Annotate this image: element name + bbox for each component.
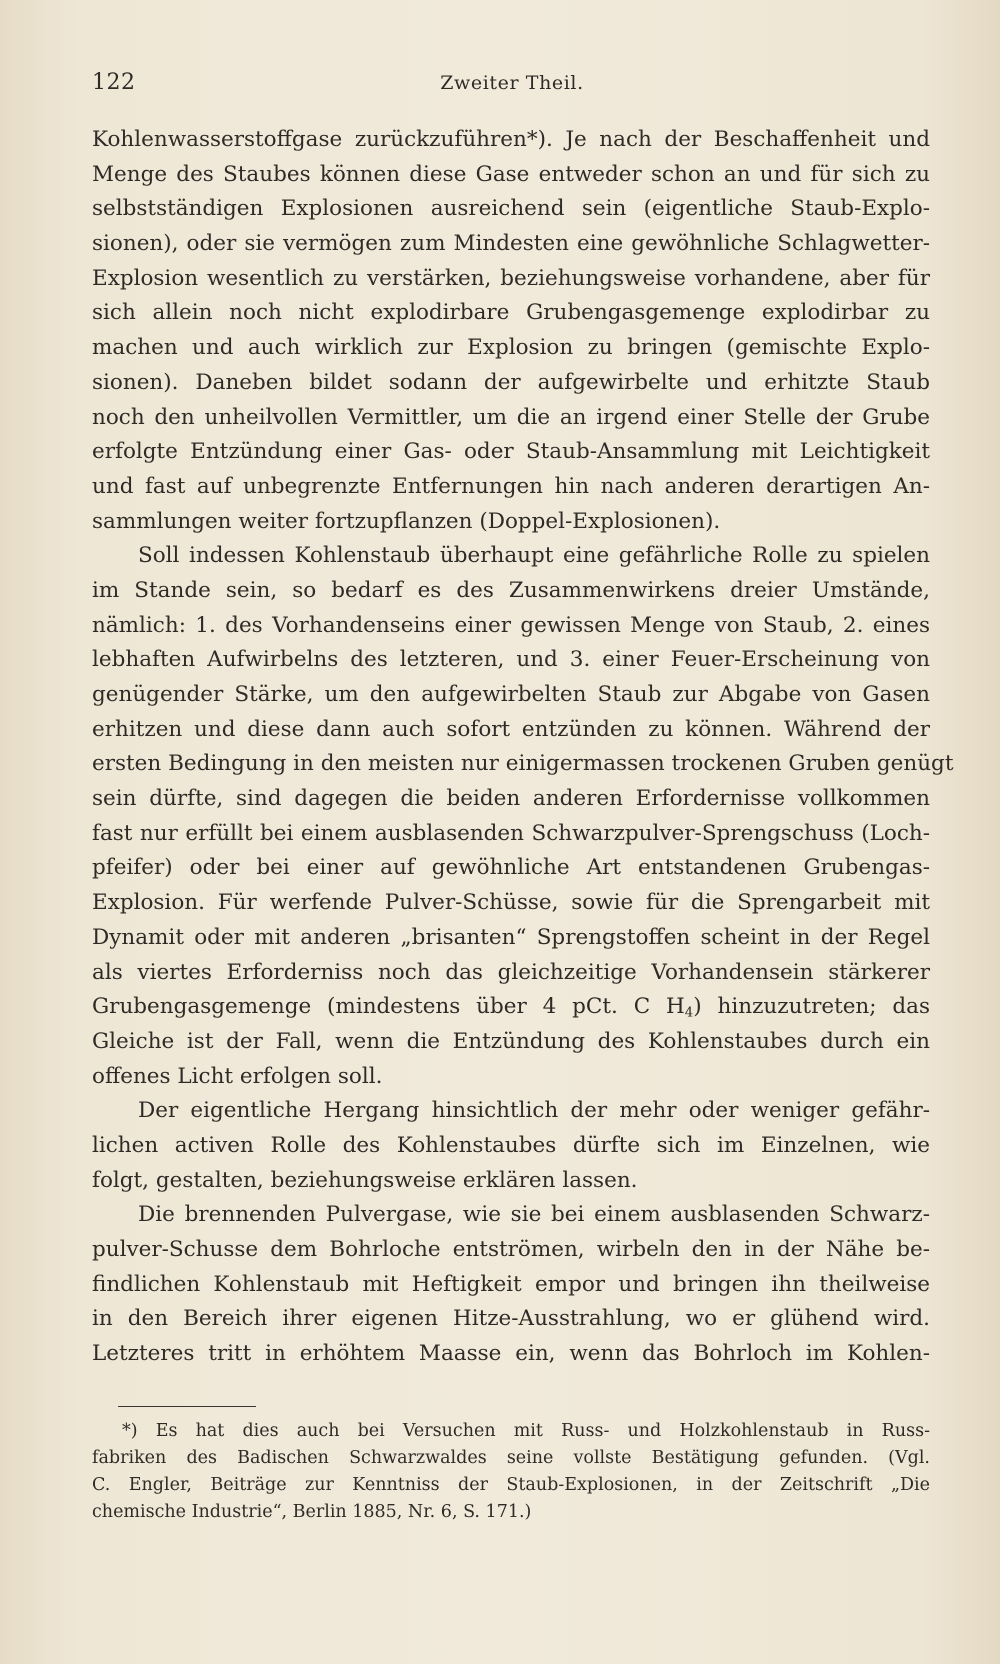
text-line: pulver-Schusse dem Bohrloche entströmen, wirbeln den in der Nähe be-: [92, 1237, 930, 1262]
text-line: nämlich: 1. des Vorhandenseins einer gewissen Menge von Staub, 2. eines: [92, 612, 930, 638]
footnote: [92, 1418, 930, 1526]
text-line: noch den unheilvollen Vermittler, um die an irgend einer Stelle der Grube: [92, 404, 930, 430]
text-line: in den Bereich ihrer eigenen Hitze-Ausstrahlung, wo er glühend wird.: [92, 1306, 930, 1332]
text-line: ersten Bedingung in den meisten nur einigermassen trockenen Gruben genügt: [92, 751, 954, 777]
text-line: erfolgte Entzündung einer Gas- oder Staub-Ansammlung mit Leichtigkeit: [92, 439, 930, 465]
text-line: Explosion. Für werfende Pulver-Schüsse, sowie für die Sprengarbeit mit: [92, 890, 930, 916]
text-line: Dynamit oder mit anderen „brisanten“ Sprengstoffen scheint in der Regel: [92, 924, 930, 950]
text-line: Kohlenwasserstoffgase zurückzuführen*). Je nach der Beschaffenheit und: [92, 127, 930, 152]
text-line: im Stande sein, so bedarf es des Zusammenwirkens dreier Umstände,: [92, 577, 930, 603]
text-line: Explosion wesentlich zu verstärken, beziehungsweise vorhandene, aber für: [92, 265, 930, 291]
paragraph-3: [92, 1094, 930, 1198]
page-number: 122: [92, 70, 136, 95]
paragraph-4: [92, 1198, 930, 1371]
footnote-line: *) Es hat dies auch bei Versuchen mit Russ- und Holzkohlenstaub in Russ-: [122, 1421, 930, 1441]
footnote-line: fabriken des Badischen Schwarzwaldes seine vollste Bestätigung gefunden. (Vgl.: [92, 1448, 930, 1468]
running-head: Zweiter Theil.: [440, 72, 584, 94]
text-line: selbstständigen Explosionen ausreichend sein (eigentliche Staub-Explo-: [92, 196, 930, 222]
paragraph-2: [92, 539, 954, 1094]
text-line: machen und auch wirklich zur Explosion zu bringen (gemischte Explo-: [92, 335, 930, 361]
paragraph-1: [92, 123, 930, 539]
page-header: [92, 70, 932, 100]
text-line: Soll indessen Kohlenstaub überhaupt eine gefährliche Rolle zu spielen: [138, 543, 930, 569]
text-line: als viertes Erforderniss noch das gleichzeitige Vorhandensein stärkerer: [92, 959, 930, 985]
text-line: Gleiche ist der Fall, wenn die Entzündung des Kohlenstaubes durch ein: [92, 1028, 930, 1054]
text-line: Grubengasgemenge (mindestens über 4 pCt. C $H_4$) hinzuzutreten; das: [92, 994, 931, 1021]
text-line: und fast auf unbegrenzte Entfernungen hin nach anderen derartigen An-: [92, 473, 930, 499]
text-line: sammlungen weiter fortzupflanzen (Doppel-Explosionen).: [92, 508, 721, 534]
text-line: offenes Licht erfolgen soll.: [92, 1063, 383, 1089]
text-line: lebhaften Aufwirbelns des letzteren, und 3. einer Feuer-Erscheinung von: [92, 647, 930, 673]
text-line: sionen). Daneben bildet sodann der aufgewirbelte und erhitzte Staub: [92, 369, 930, 395]
text-line: findlichen Kohlenstaub mit Heftigkeit empor und bringen ihn theilweise: [92, 1271, 930, 1297]
text-line: genügender Stärke, um den aufgewirbelten Staub zur Abgabe von Gasen: [92, 682, 930, 707]
text-line: sich allein noch nicht explodirbare Grubengasgemenge explodirbar zu: [92, 300, 930, 326]
body-text: [92, 123, 954, 1372]
text-line: Letzteres tritt in erhöhtem Maasse ein, wenn das Bohrloch im Kohlen-: [92, 1341, 930, 1367]
text-line: Die brennenden Pulvergase, wie sie bei einem ausblasenden Schwarz-: [138, 1202, 930, 1228]
text-line: sionen), oder sie vermögen zum Mindesten eine gewöhnliche Schlagwetter-: [92, 231, 930, 257]
text-line: pfeifer) oder bei einer auf gewöhnliche Art entstandenen Grubengas-: [92, 855, 930, 881]
text-line: Der eigentliche Hergang hinsichtlich der mehr oder weniger gefähr-: [138, 1098, 930, 1124]
footnote-line: chemische Industrie“, Berlin 1885, Nr. 6, S. 171.): [92, 1502, 532, 1522]
footnote-divider: [118, 1406, 256, 1407]
text-line: erhitzen und diese dann auch sofort entzünden zu können. Während der: [92, 716, 930, 742]
text-line: Menge des Staubes können diese Gase entweder schon an und für sich zu: [92, 161, 930, 187]
text-line: lichen activen Rolle des Kohlenstaubes dürfte sich im Einzelnen, wie: [92, 1132, 930, 1158]
footnote-line: C. Engler, Beiträge zur Kenntniss der Staub-Explosionen, in der Zeitschrift „Die: [92, 1475, 930, 1495]
text-line: fast nur erfüllt bei einem ausblasenden Schwarzpulver-Sprengschuss (Loch-: [92, 820, 930, 846]
text-line: sein dürfte, sind dagegen die beiden anderen Erfordernisse vollkommen: [92, 786, 930, 812]
text-line: folgt, gestalten, beziehungsweise erklären lassen.: [92, 1167, 638, 1193]
